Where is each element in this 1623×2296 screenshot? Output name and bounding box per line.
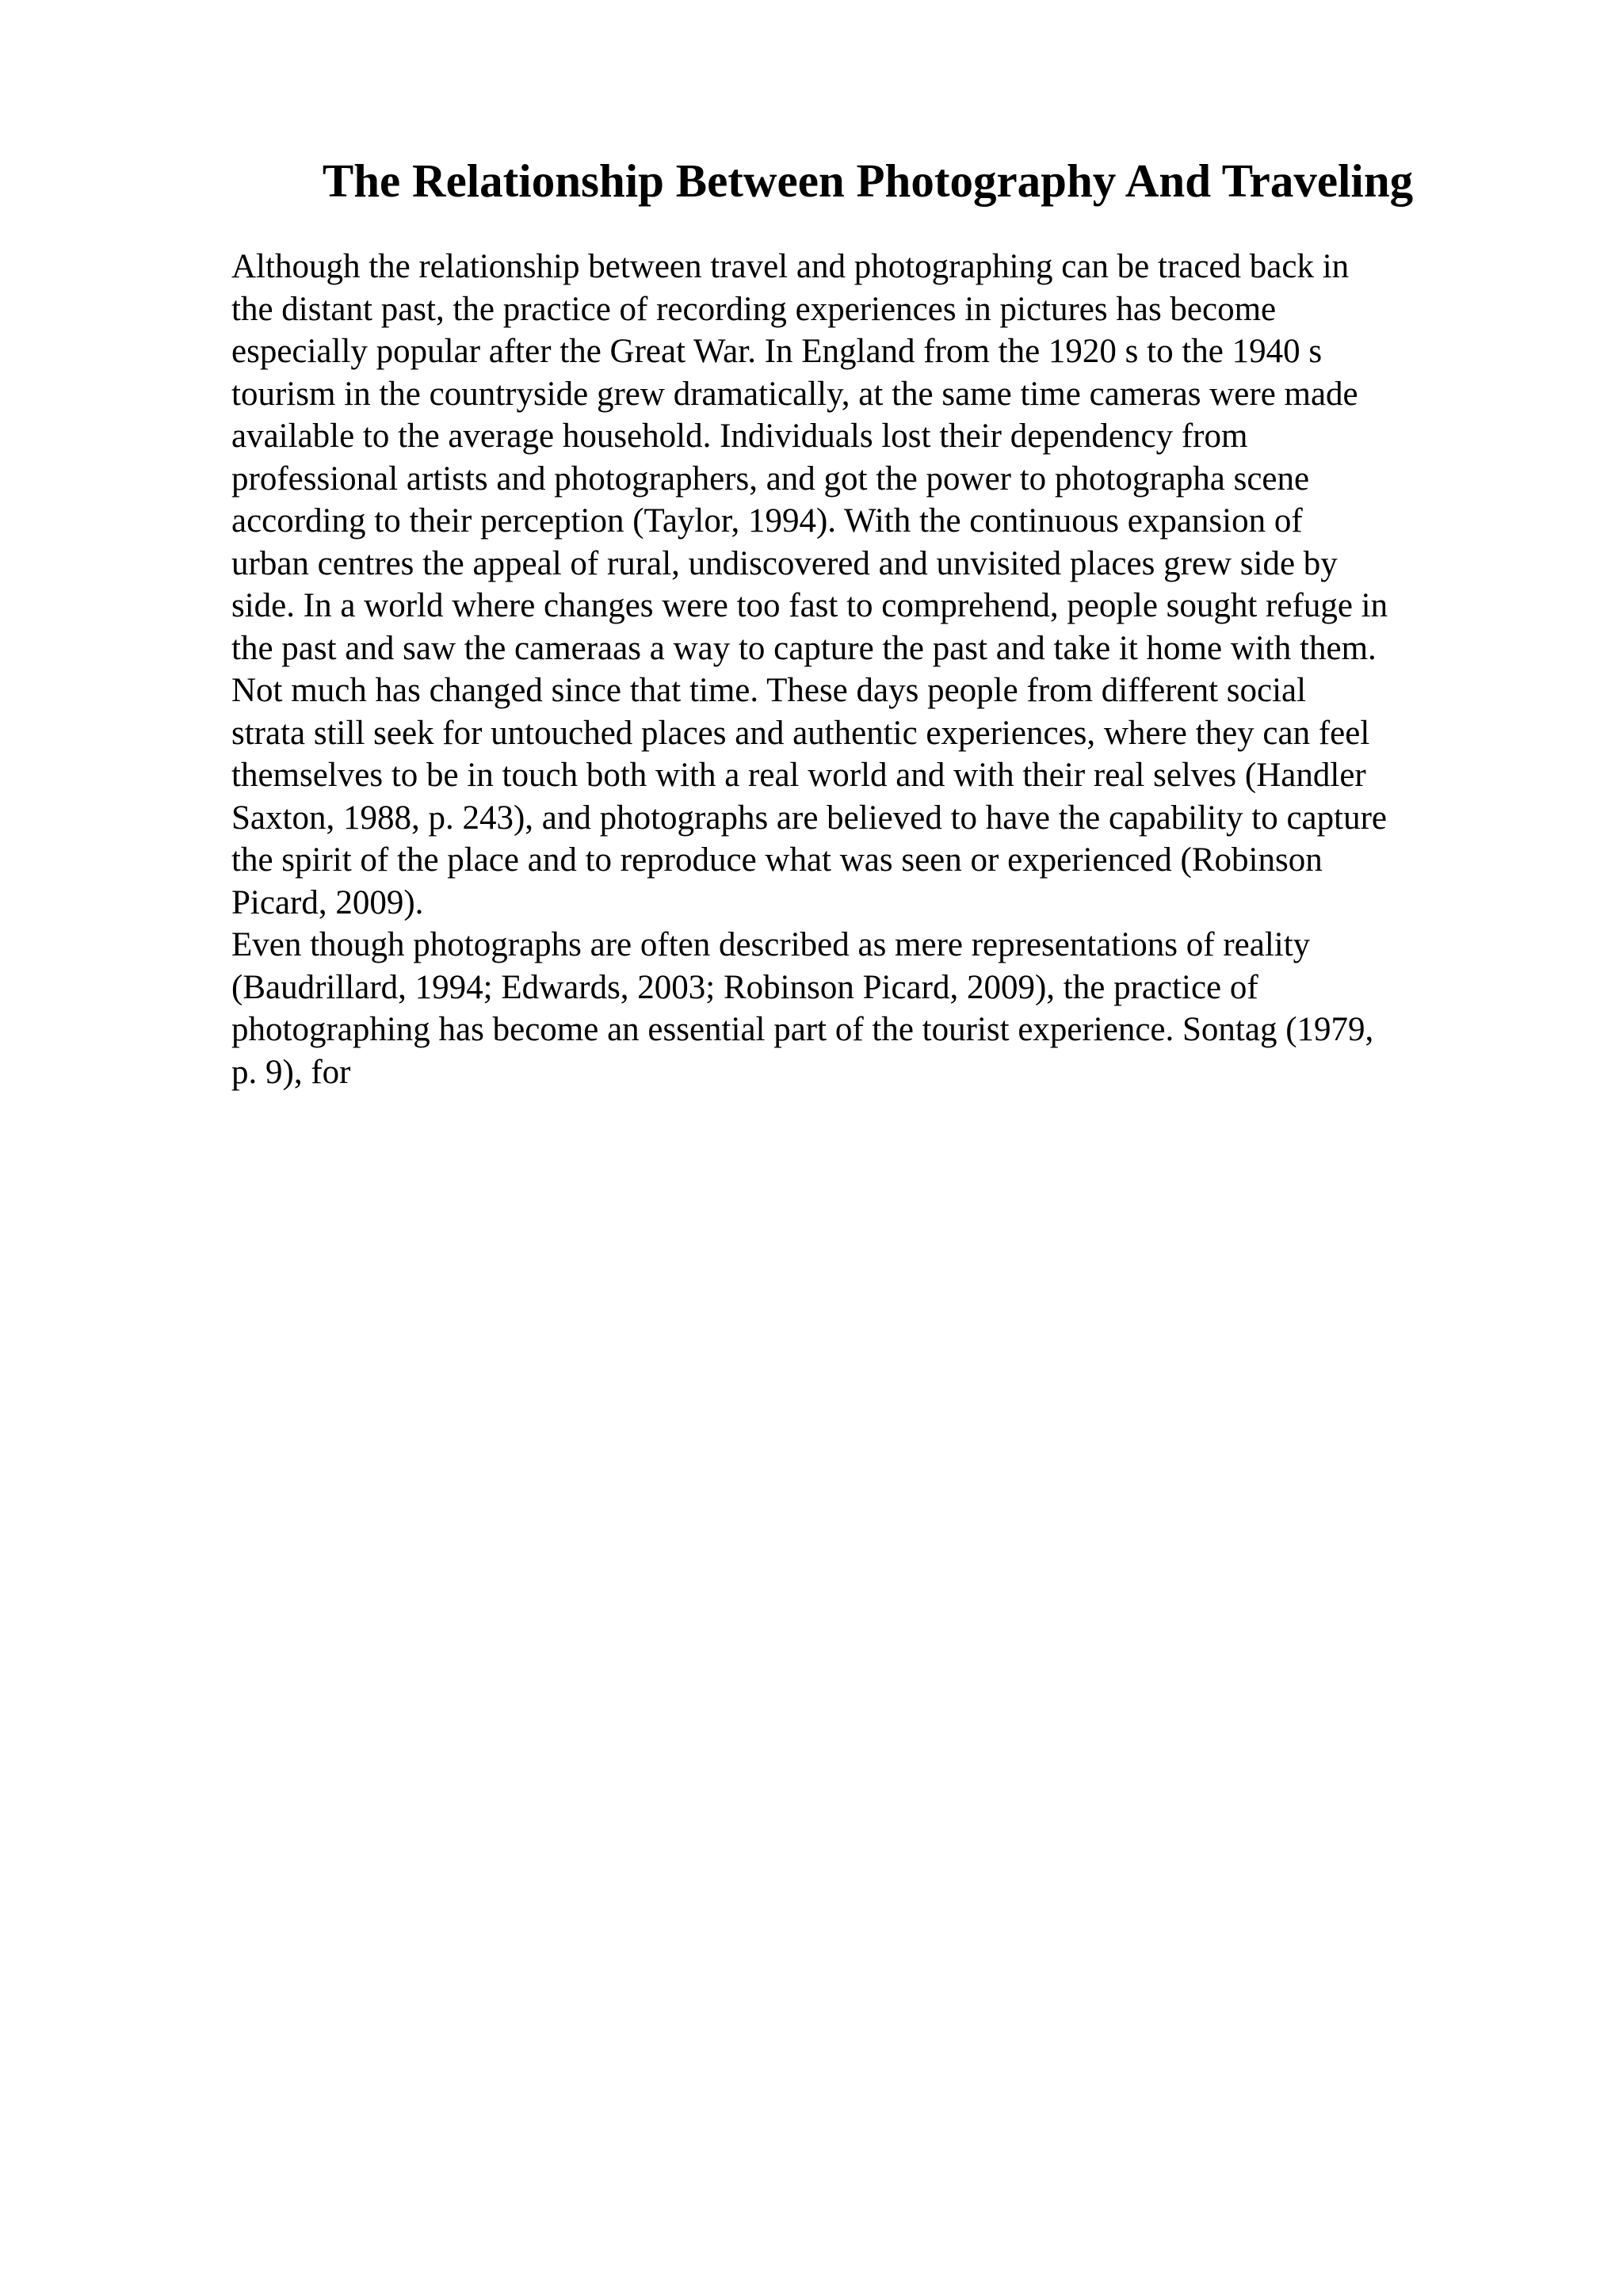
text-line: Picard, 2009). — [231, 883, 424, 921]
text-line: Although the relationship between travel and photographing can be traced back in — [231, 248, 1350, 285]
text-line: strata still seek for untouched places and authentic experiences, where they can feel — [231, 714, 1370, 752]
text-line: the distant past, the practice of recording experiences in pictures has become — [231, 290, 1277, 328]
text-line: available to the average household. Individuals lost their dependency from — [231, 418, 1248, 455]
document-body — [231, 246, 1515, 1093]
text-line: urban centres the appeal of rural, undiscovered and unvisited places grew side by — [231, 544, 1338, 582]
text-line: Saxton, 1988, p. 243), and photographs are believed to have the capability to capture — [231, 799, 1387, 837]
text-line: according to their perception (Taylor, 1994). With the continuous expansion of — [231, 502, 1303, 540]
text-line: Even though photographs are often described as mere representations of reality — [231, 926, 1311, 963]
text-line: professional artists and photographers, and got the power to photographa scene — [231, 460, 1310, 498]
text-line: p. 9), for — [231, 1053, 351, 1091]
text-line: the past and saw the cameraas a way to capture the past and take it home with them. — [231, 629, 1377, 667]
text-line: especially popular after the Great War. In England from the 1920 s to the 1940 s — [231, 333, 1323, 370]
text-line: side. In a world where changes were too fast to comprehend, people sought refuge in — [231, 587, 1388, 624]
text-line: tourism in the countryside grew dramatically, at the same time cameras were made — [231, 375, 1358, 413]
document-title: The Relationship Between Photography And Traveling — [322, 154, 1414, 207]
text-line: Not much has changed since that time. These days people from different social — [231, 672, 1307, 709]
text-line: (Baudrillard, 1994; Edwards, 2003; Robinson Picard, 2009), the practice of — [231, 968, 1258, 1006]
text-line: the spirit of the place and to reproduce what was seen or experienced (Robinson — [231, 841, 1323, 879]
text-line: photographing has become an essential part of the tourist experience. Sontag (1979, — [231, 1011, 1374, 1048]
text-line: themselves to be in touch both with a real world and with their real selves (Handler — [231, 757, 1366, 794]
